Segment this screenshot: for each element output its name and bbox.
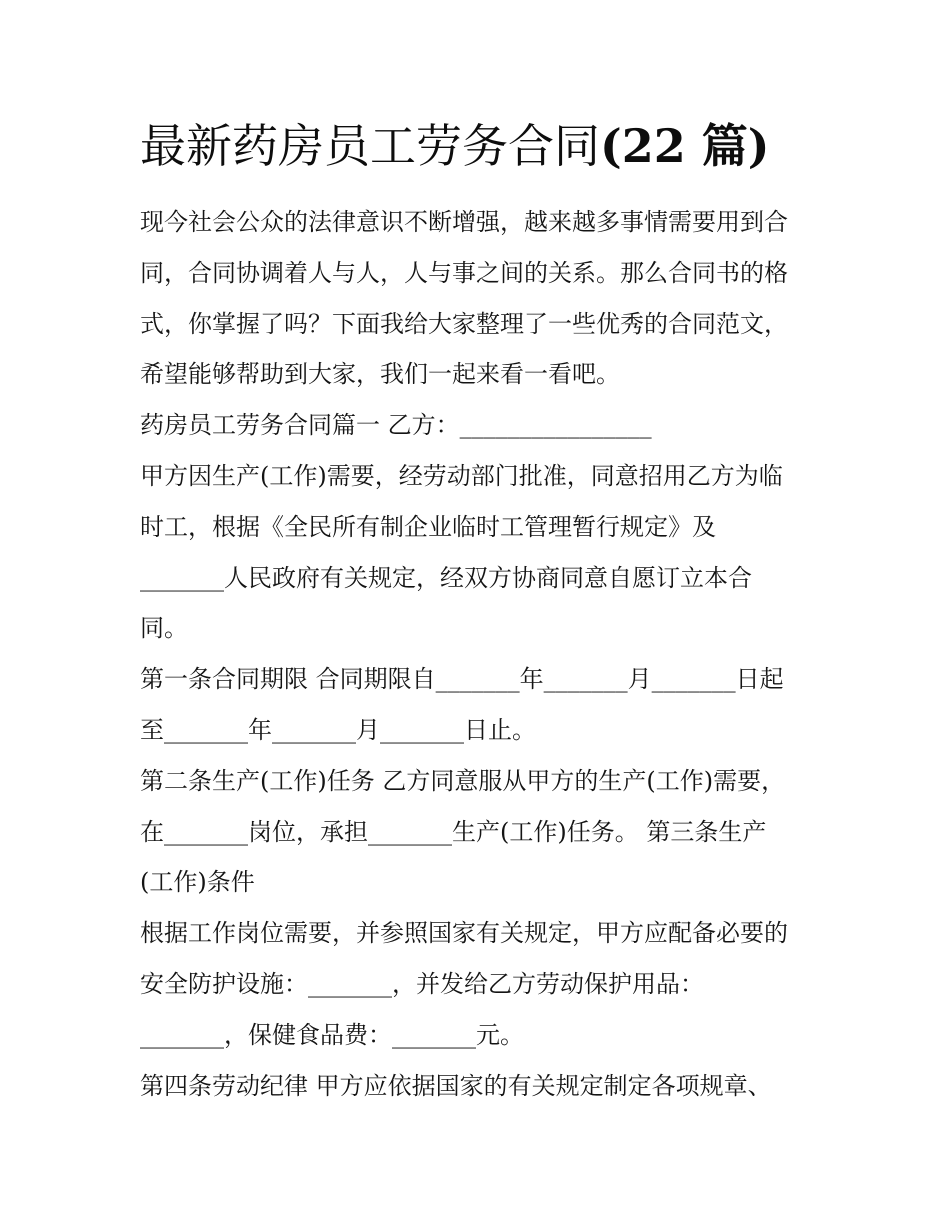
title-count: (22 篇) [600,119,770,173]
body-line-article-3c: _______，保健食品费：_______元。 [140,1020,524,1049]
body-line-preamble-1: 甲方因生产(工作)需要，经劳动部门批准，同意招用乙方为临 [140,461,783,490]
body-line-intro-2: 同，合同协调着人与人，人与事之间的关系。那么合同书的格 [140,258,788,287]
body-line-preamble-2: 时工，根据《全民所有制企业临时工管理暂行规定》及 [140,512,716,541]
body-line-article-1a: 第一条合同期限 合同期限自_______年_______月_______日起 [140,665,784,694]
body-line-article-1b: 至_______年_______月_______日止。 [140,715,536,744]
body-line-intro-3: 式，你掌握了吗？下面我给大家整理了一些优秀的合同范文， [140,309,788,338]
body-line-preamble-4: 同。 [140,614,188,643]
document-title [140,114,840,178]
body-line-article-3-heading: (工作)条件 [140,868,255,897]
body-line-preamble-3: _______人民政府有关规定，经双方协商同意自愿订立本合 [140,563,752,592]
body-line-article-2b: 在_______岗位，承担_______生产(工作)任务。 第三条生产 [140,817,767,846]
body-line-article-3b: 安全防护设施：_______，并发给乙方劳动保护用品： [140,969,704,998]
body-line-article-4a: 第四条劳动纪律 甲方应依据国家的有关规定制定各项规章、 [140,1071,772,1100]
body-line-article-3a: 根据工作岗位需要，并参照国家有关规定，甲方应配备必要的 [140,919,788,948]
title-text: 最新药房员工劳务合同 [140,119,600,173]
body-line-article-2a: 第二条生产(工作)任务 乙方同意服从甲方的生产(工作)需要， [140,766,786,795]
body-line-contract-heading: 药房员工劳务合同篇一 乙方：________________ [140,411,652,440]
body-line-intro-1: 现今社会公众的法律意识不断增强，越来越多事情需要用到合 [140,208,788,236]
document-body [140,197,830,1111]
body-line-intro-4: 希望能够帮助到大家，我们一起来看一看吧。 [140,360,620,389]
